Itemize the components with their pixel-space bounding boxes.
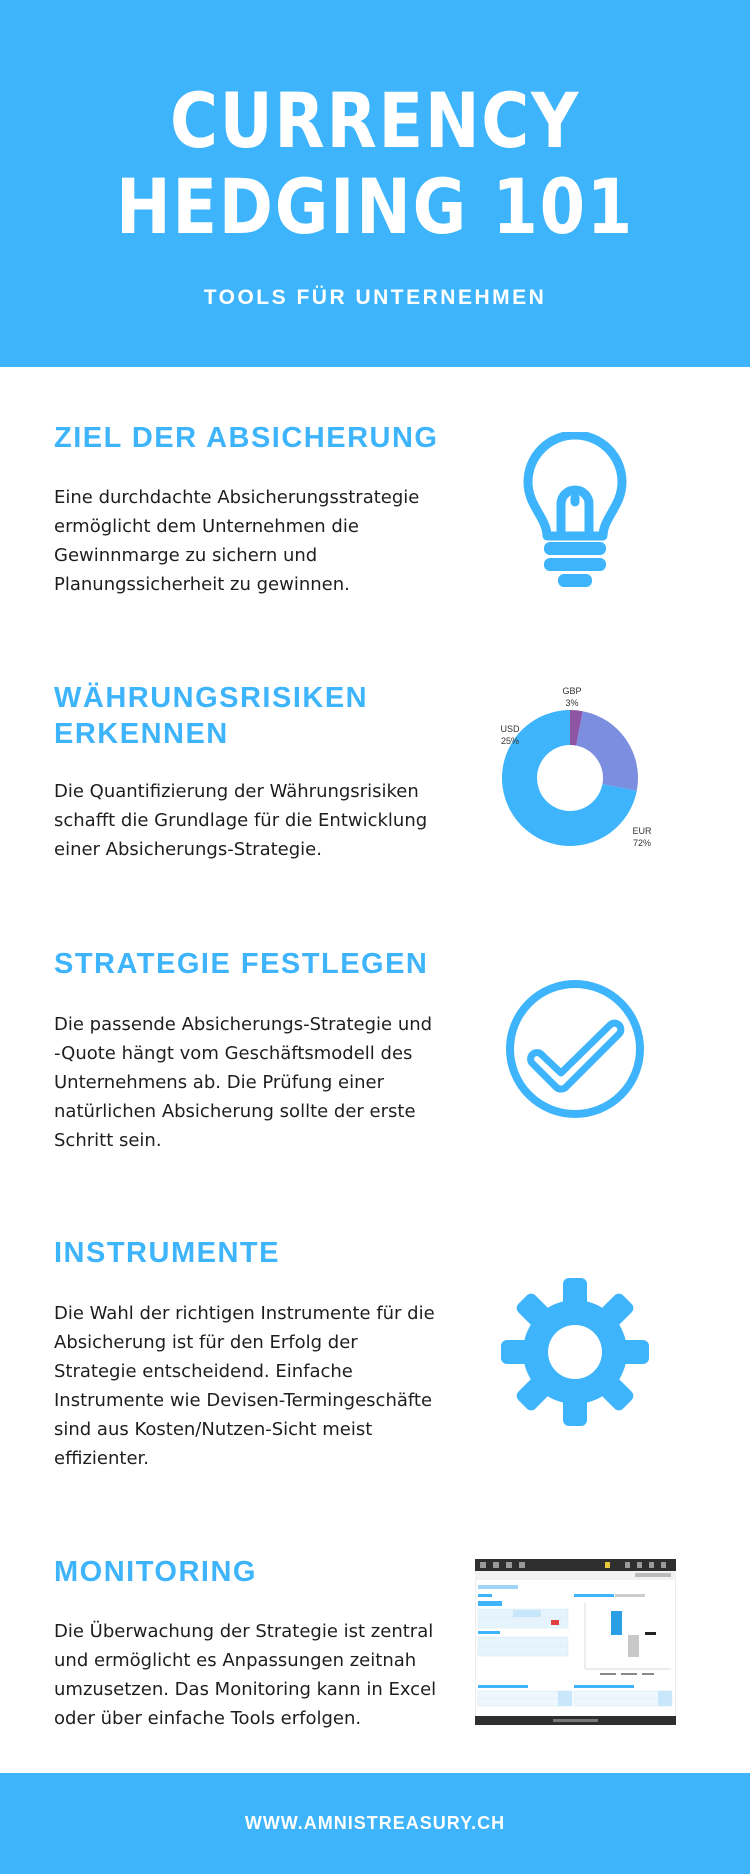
donut-slice-usd bbox=[576, 711, 638, 791]
section-title: INSTRUMENTE bbox=[54, 1237, 280, 1269]
checkmark-circle-icon bbox=[503, 977, 647, 1121]
website-link[interactable]: WWW.AMNISTREASURY.CH bbox=[244, 1813, 506, 1833]
currency-donut-chart bbox=[490, 680, 690, 860]
donut-value-eur: 72% bbox=[632, 838, 652, 848]
section-title: STRATEGIE FESTLEGEN bbox=[54, 948, 429, 980]
section-body: Die Wahl der richtigen Instrumente für die Absicherung ist für den Erfolg der Strategie entscheidend. Einfache Instrumente wie Devisen-Termingeschäfte sind aus Kosten/Nutzen-Sicht meist effizienter. bbox=[54, 1303, 435, 1469]
section-body: Die Quantifizierung der Währungsrisiken schafft die Grundlage für die Entwicklung einer Absicherungs-Strategie. bbox=[54, 781, 428, 860]
title-line-2: HEDGING 101 bbox=[115, 162, 635, 251]
section-title: WÄHRUNGSRISIKEN ERKENNEN bbox=[54, 682, 369, 750]
donut-label-usd: USD bbox=[500, 724, 520, 734]
title-line-1: CURRENCY bbox=[169, 76, 581, 165]
section-title: MONITORING bbox=[54, 1556, 257, 1588]
monitoring-dashboard-screenshot bbox=[475, 1559, 676, 1725]
section-body: Die Überwachung der Strategie ist zentral und ermöglicht es Anpassungen zeitnah umzusetzen. Das Monitoring kann in Excel oder über einfache Tools erfolgen. bbox=[54, 1621, 437, 1729]
donut-value-usd: 25% bbox=[500, 736, 520, 746]
section-body: Eine durchdachte Absicherungsstrategie ermöglicht dem Unternehmen die Gewinnmarge zu sichern und Planungssicherheit zu gewinnen. bbox=[54, 487, 420, 595]
donut-label-eur: EUR bbox=[632, 826, 652, 836]
lightbulb-icon bbox=[520, 432, 630, 590]
section-title: ZIEL DER ABSICHERUNG bbox=[54, 422, 439, 454]
donut-label-gbp: GBP bbox=[562, 686, 582, 696]
footer-banner bbox=[0, 1773, 750, 1874]
donut-value-gbp: 3% bbox=[565, 698, 579, 708]
gear-icon bbox=[499, 1276, 651, 1428]
header-banner bbox=[0, 0, 750, 367]
section-body: Die passende Absicherungs-Strategie und -Quote hängt vom Geschäftsmodell des Unternehmens ab. Die Prüfung einer natürlichen Absicherung sollte der erste Schritt sein. bbox=[54, 1014, 433, 1151]
page-title bbox=[53, 78, 698, 250]
page-subtitle: TOOLS FÜR UNTERNEHMEN bbox=[203, 286, 547, 309]
